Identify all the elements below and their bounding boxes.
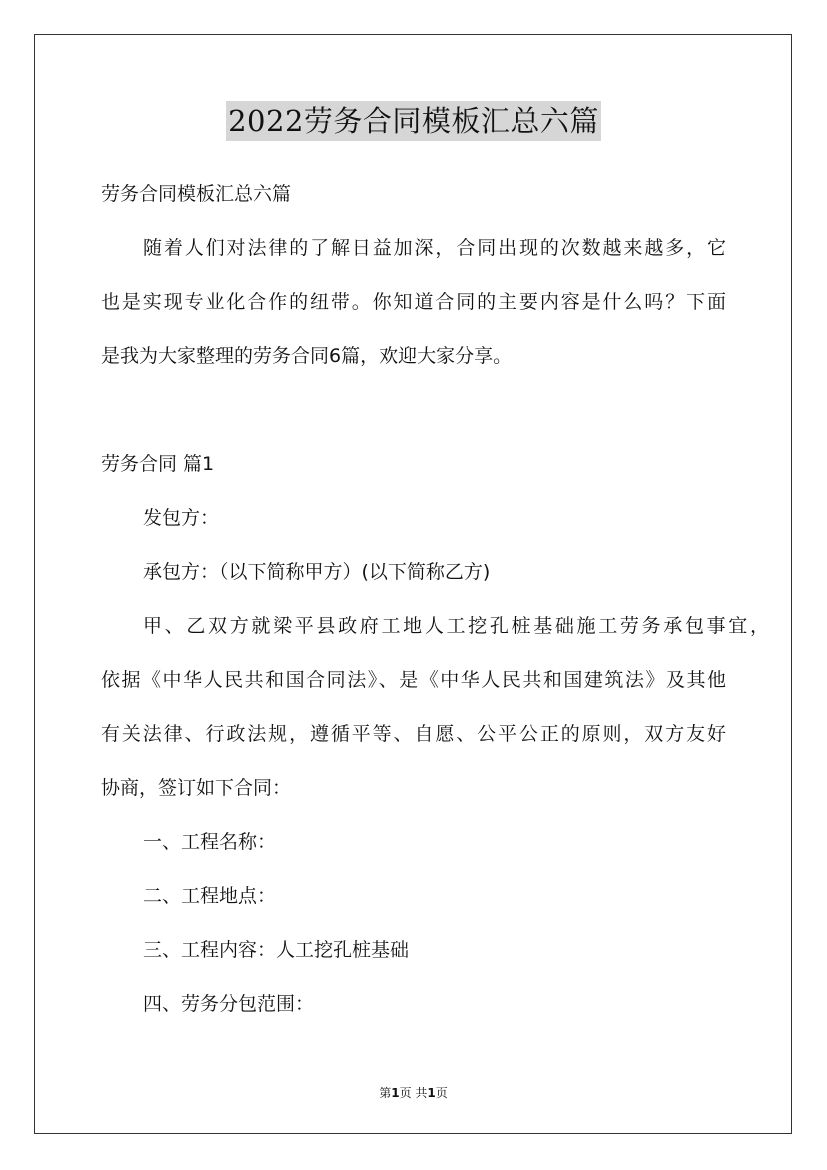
intro-line-3: 是我为大家整理的劳务合同6篇，欢迎大家分享。: [101, 345, 513, 367]
page-footer: [0, 1085, 827, 1101]
section-heading: 劳务合同 篇1: [101, 453, 215, 475]
agreement-line-2: 依据《中华人民共和国合同法》、是《中华人民共和国建筑法》及其他: [101, 669, 726, 691]
document-subtitle: 劳务合同模板汇总六篇: [101, 183, 292, 205]
footer-suffix: 页: [435, 1086, 448, 1100]
footer-total-pages: 1: [427, 1086, 436, 1100]
agreement-line-4: 协商，签订如下合同：: [101, 777, 292, 799]
intro-line-1: 随着人们对法律的了解日益加深，合同出现的次数越来越多，它: [143, 237, 726, 259]
intro-line-2: 也是实现专业化合作的纽带。你知道合同的主要内容是什么吗？下面: [101, 291, 726, 313]
footer-page-number: 1: [391, 1086, 400, 1100]
clause-3: 三、工程内容：人工挖孔桩基础: [143, 939, 410, 961]
clause-4: 四、劳务分包范围：: [143, 993, 315, 1015]
agreement-line-1: 甲、乙双方就梁平县政府工地人工挖孔桩基础施工劳务承包事宜，: [143, 615, 769, 637]
clause-1: 一、工程名称：: [143, 831, 277, 853]
footer-prefix: 第: [379, 1086, 392, 1100]
footer-middle: 页 共: [399, 1086, 428, 1100]
clause-2: 二、工程地点：: [143, 885, 277, 907]
document-title: 2022劳务合同模板汇总六篇: [226, 101, 601, 141]
agreement-line-3: 有关法律、行政法规，遵循平等、自愿、公平公正的原则，双方友好: [101, 723, 726, 745]
party-a-line: 发包方：: [143, 507, 220, 529]
party-b-line: 承包方：（以下简称甲方）(以下简称乙方): [143, 561, 491, 583]
title-container: [0, 101, 827, 141]
